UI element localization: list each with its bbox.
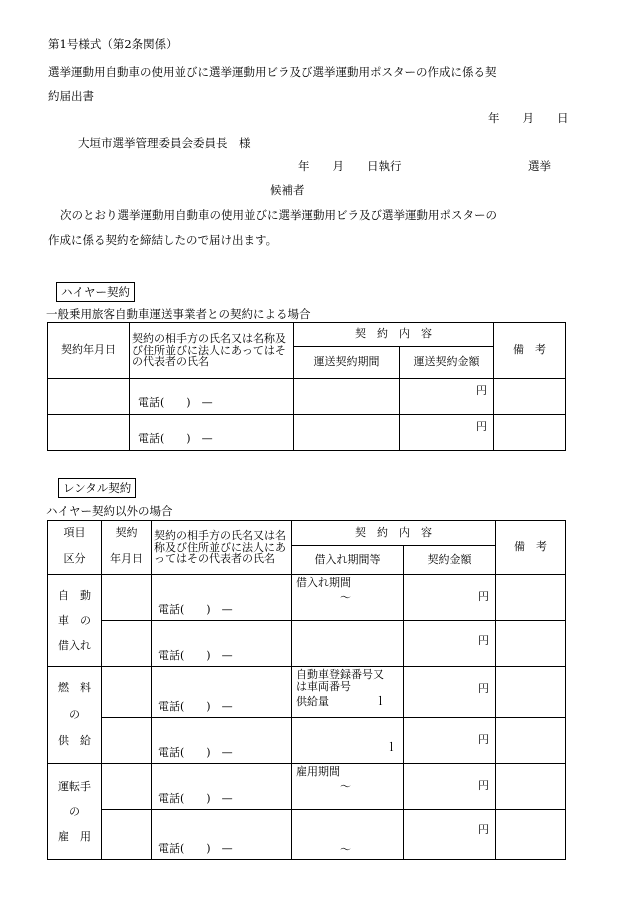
rental-row-phone: 電話( ) —: [158, 649, 233, 663]
rental-row-date[interactable]: [102, 667, 152, 718]
hire-row-amount[interactable]: [400, 415, 494, 451]
rental-section-label-text: レンタル契約: [58, 478, 136, 498]
liter-unit: ｌ: [375, 695, 386, 709]
rental-row-party[interactable]: [152, 575, 292, 621]
rental-row-party[interactable]: [152, 718, 292, 764]
rental-row-date[interactable]: [102, 810, 152, 860]
hire-section-label-text: ハイヤー契約: [56, 282, 135, 302]
hire-col-remarks: 備 考: [494, 323, 566, 379]
rental-row-remarks[interactable]: [496, 810, 566, 860]
tilde: ～: [340, 590, 351, 604]
hire-row-date[interactable]: [48, 379, 130, 415]
rental-row-remarks[interactable]: [496, 764, 566, 810]
rental-car-row-1: [48, 575, 566, 621]
hire-row-period[interactable]: [294, 379, 400, 415]
body-text-line1: 次のとおり選挙運動用自動車の使用並びに選挙運動用ビラ及び選挙運動用ポスターの: [60, 208, 497, 222]
yen-label: 円: [476, 420, 487, 433]
label-line: 供 給: [58, 734, 91, 748]
rental-row-remarks[interactable]: [496, 667, 566, 718]
rental-row-party[interactable]: [152, 764, 292, 810]
rental-col-content: 契 約 内 容: [292, 521, 496, 546]
hire-subtitle: 一般乗用旅客自動車運送事業者との契約による場合: [46, 307, 311, 321]
rental-row-period[interactable]: [292, 764, 404, 810]
yen-label: 円: [478, 682, 489, 695]
tilde: ～: [340, 779, 351, 793]
label-line: 車 の: [58, 613, 91, 627]
hire-row-remarks[interactable]: [494, 415, 566, 451]
employ-period-label: 雇用期間: [296, 765, 340, 778]
rental-row-party[interactable]: [152, 621, 292, 667]
addressee: 大垣市選挙管理委員会委員長 様: [78, 136, 251, 150]
form-title-line2: 約届出書: [48, 89, 94, 103]
rental-row-phone: 電話( ) —: [158, 842, 233, 856]
rental-section-label: [58, 478, 136, 498]
rental-subtitle: ハイヤー契約以外の場合: [46, 504, 173, 518]
rental-row-amount[interactable]: [404, 810, 496, 860]
hire-row-date[interactable]: [48, 415, 130, 451]
hire-row-phone: 電話( ) —: [138, 396, 213, 410]
rental-col-remarks: 備 考: [496, 521, 566, 575]
rental-row-phone: 電話( ) —: [158, 603, 233, 617]
rental-col-item-b: 区分: [48, 546, 102, 575]
rental-table: [47, 520, 566, 860]
rental-driver-row-2: [48, 810, 566, 860]
rental-fuel-label: [48, 667, 102, 764]
rental-row-party[interactable]: [152, 810, 292, 860]
supply-label: 供給量: [296, 695, 329, 709]
rental-car-row-2: [48, 621, 566, 667]
rental-col-date-a: 契約: [102, 521, 152, 546]
rental-row-amount[interactable]: [404, 718, 496, 764]
rental-row-date[interactable]: [102, 621, 152, 667]
rental-row-remarks[interactable]: [496, 718, 566, 764]
hire-col-party: 契約の相手方の氏名又は名称及び住所並びに法人にあってはその代表者の氏名: [130, 323, 294, 379]
rental-row-amount[interactable]: [404, 621, 496, 667]
label-line: の: [69, 804, 80, 818]
rental-col-period: 借入れ期間等: [292, 546, 404, 575]
hire-col-content: 契 約 内 容: [294, 323, 494, 347]
yen-label: 円: [478, 590, 489, 603]
rental-row-remarks[interactable]: [496, 621, 566, 667]
body-text-line2: 作成に係る契約を締結したので届け出ます。: [48, 233, 278, 247]
rental-row-amount[interactable]: [404, 764, 496, 810]
rental-col-item-a: 項目: [48, 521, 102, 546]
label-line: 運転手: [58, 779, 91, 793]
election-date: 年 月 日執行: [298, 159, 402, 173]
election-name: 選挙: [528, 159, 551, 173]
rental-row-period[interactable]: [292, 718, 404, 764]
rental-row-phone: 電話( ) —: [158, 746, 233, 760]
label-line: 燃 料: [58, 681, 91, 695]
rental-col-amount: 契約金額: [404, 546, 496, 575]
yen-label: 円: [478, 779, 489, 792]
hire-col-period: 運送契約期間: [294, 347, 400, 379]
rental-col-party: 契約の相手方の氏名又は名称及び住所並びに法人にあってはその代表者の氏名: [152, 521, 292, 575]
tilde: ～: [340, 843, 351, 857]
rental-row-period[interactable]: [292, 621, 404, 667]
hire-col-date: 契約年月日: [48, 323, 130, 379]
hire-row-period[interactable]: [294, 415, 400, 451]
rental-row-date[interactable]: [102, 575, 152, 621]
label-line: 自 動: [58, 588, 91, 602]
rental-row-period[interactable]: [292, 575, 404, 621]
liter-unit: ｌ: [386, 741, 397, 755]
rental-row-period[interactable]: [292, 810, 404, 860]
hire-section-label: [56, 282, 135, 302]
hire-row-party[interactable]: [130, 379, 294, 415]
rental-row-period[interactable]: [292, 667, 404, 718]
yen-label: 円: [476, 384, 487, 397]
hire-row-phone: 電話( ) —: [138, 432, 213, 446]
hire-row-remarks[interactable]: [494, 379, 566, 415]
rental-row-phone: 電話( ) —: [158, 700, 233, 714]
hire-row-1: [48, 379, 566, 415]
rental-driver-label: [48, 764, 102, 860]
rental-row-date[interactable]: [102, 718, 152, 764]
rental-row-date[interactable]: [102, 764, 152, 810]
rental-row-phone: 電話( ) —: [158, 792, 233, 806]
rental-fuel-row-1: [48, 667, 566, 718]
label-line: の: [69, 707, 80, 721]
hire-col-amount: 運送契約金額: [400, 347, 494, 379]
rental-driver-row-1: [48, 764, 566, 810]
supply-line: [296, 696, 403, 709]
rental-car-label: [48, 575, 102, 667]
rental-fuel-row-2: [48, 718, 566, 764]
yen-label: 円: [478, 823, 489, 836]
form-number: 第1号様式（第2条関係）: [48, 37, 178, 51]
label-line: 借入れ: [58, 639, 91, 653]
rental-row-party[interactable]: [152, 667, 292, 718]
rental-col-date-b: 年月日: [102, 546, 152, 575]
hire-row-amount[interactable]: [400, 379, 494, 415]
label-line: 雇 用: [58, 830, 91, 844]
rental-row-remarks[interactable]: [496, 575, 566, 621]
rental-row-amount[interactable]: [404, 575, 496, 621]
form-title-line1: 選挙運動用自動車の使用並びに選挙運動用ビラ及び選挙運動用ポスターの作成に係る契: [48, 65, 497, 79]
hire-table: [47, 322, 566, 451]
reg-no-label: 自動車登録番号又は車両番号: [296, 668, 384, 693]
hire-row-party[interactable]: [130, 415, 294, 451]
hire-row-2: [48, 415, 566, 451]
borrow-period-label: 借入れ期間: [296, 576, 351, 589]
candidate-label: 候補者: [270, 183, 305, 197]
submission-date: 年 月 日: [488, 111, 569, 125]
rental-row-amount[interactable]: [404, 667, 496, 718]
yen-label: 円: [478, 634, 489, 647]
yen-label: 円: [478, 733, 489, 746]
